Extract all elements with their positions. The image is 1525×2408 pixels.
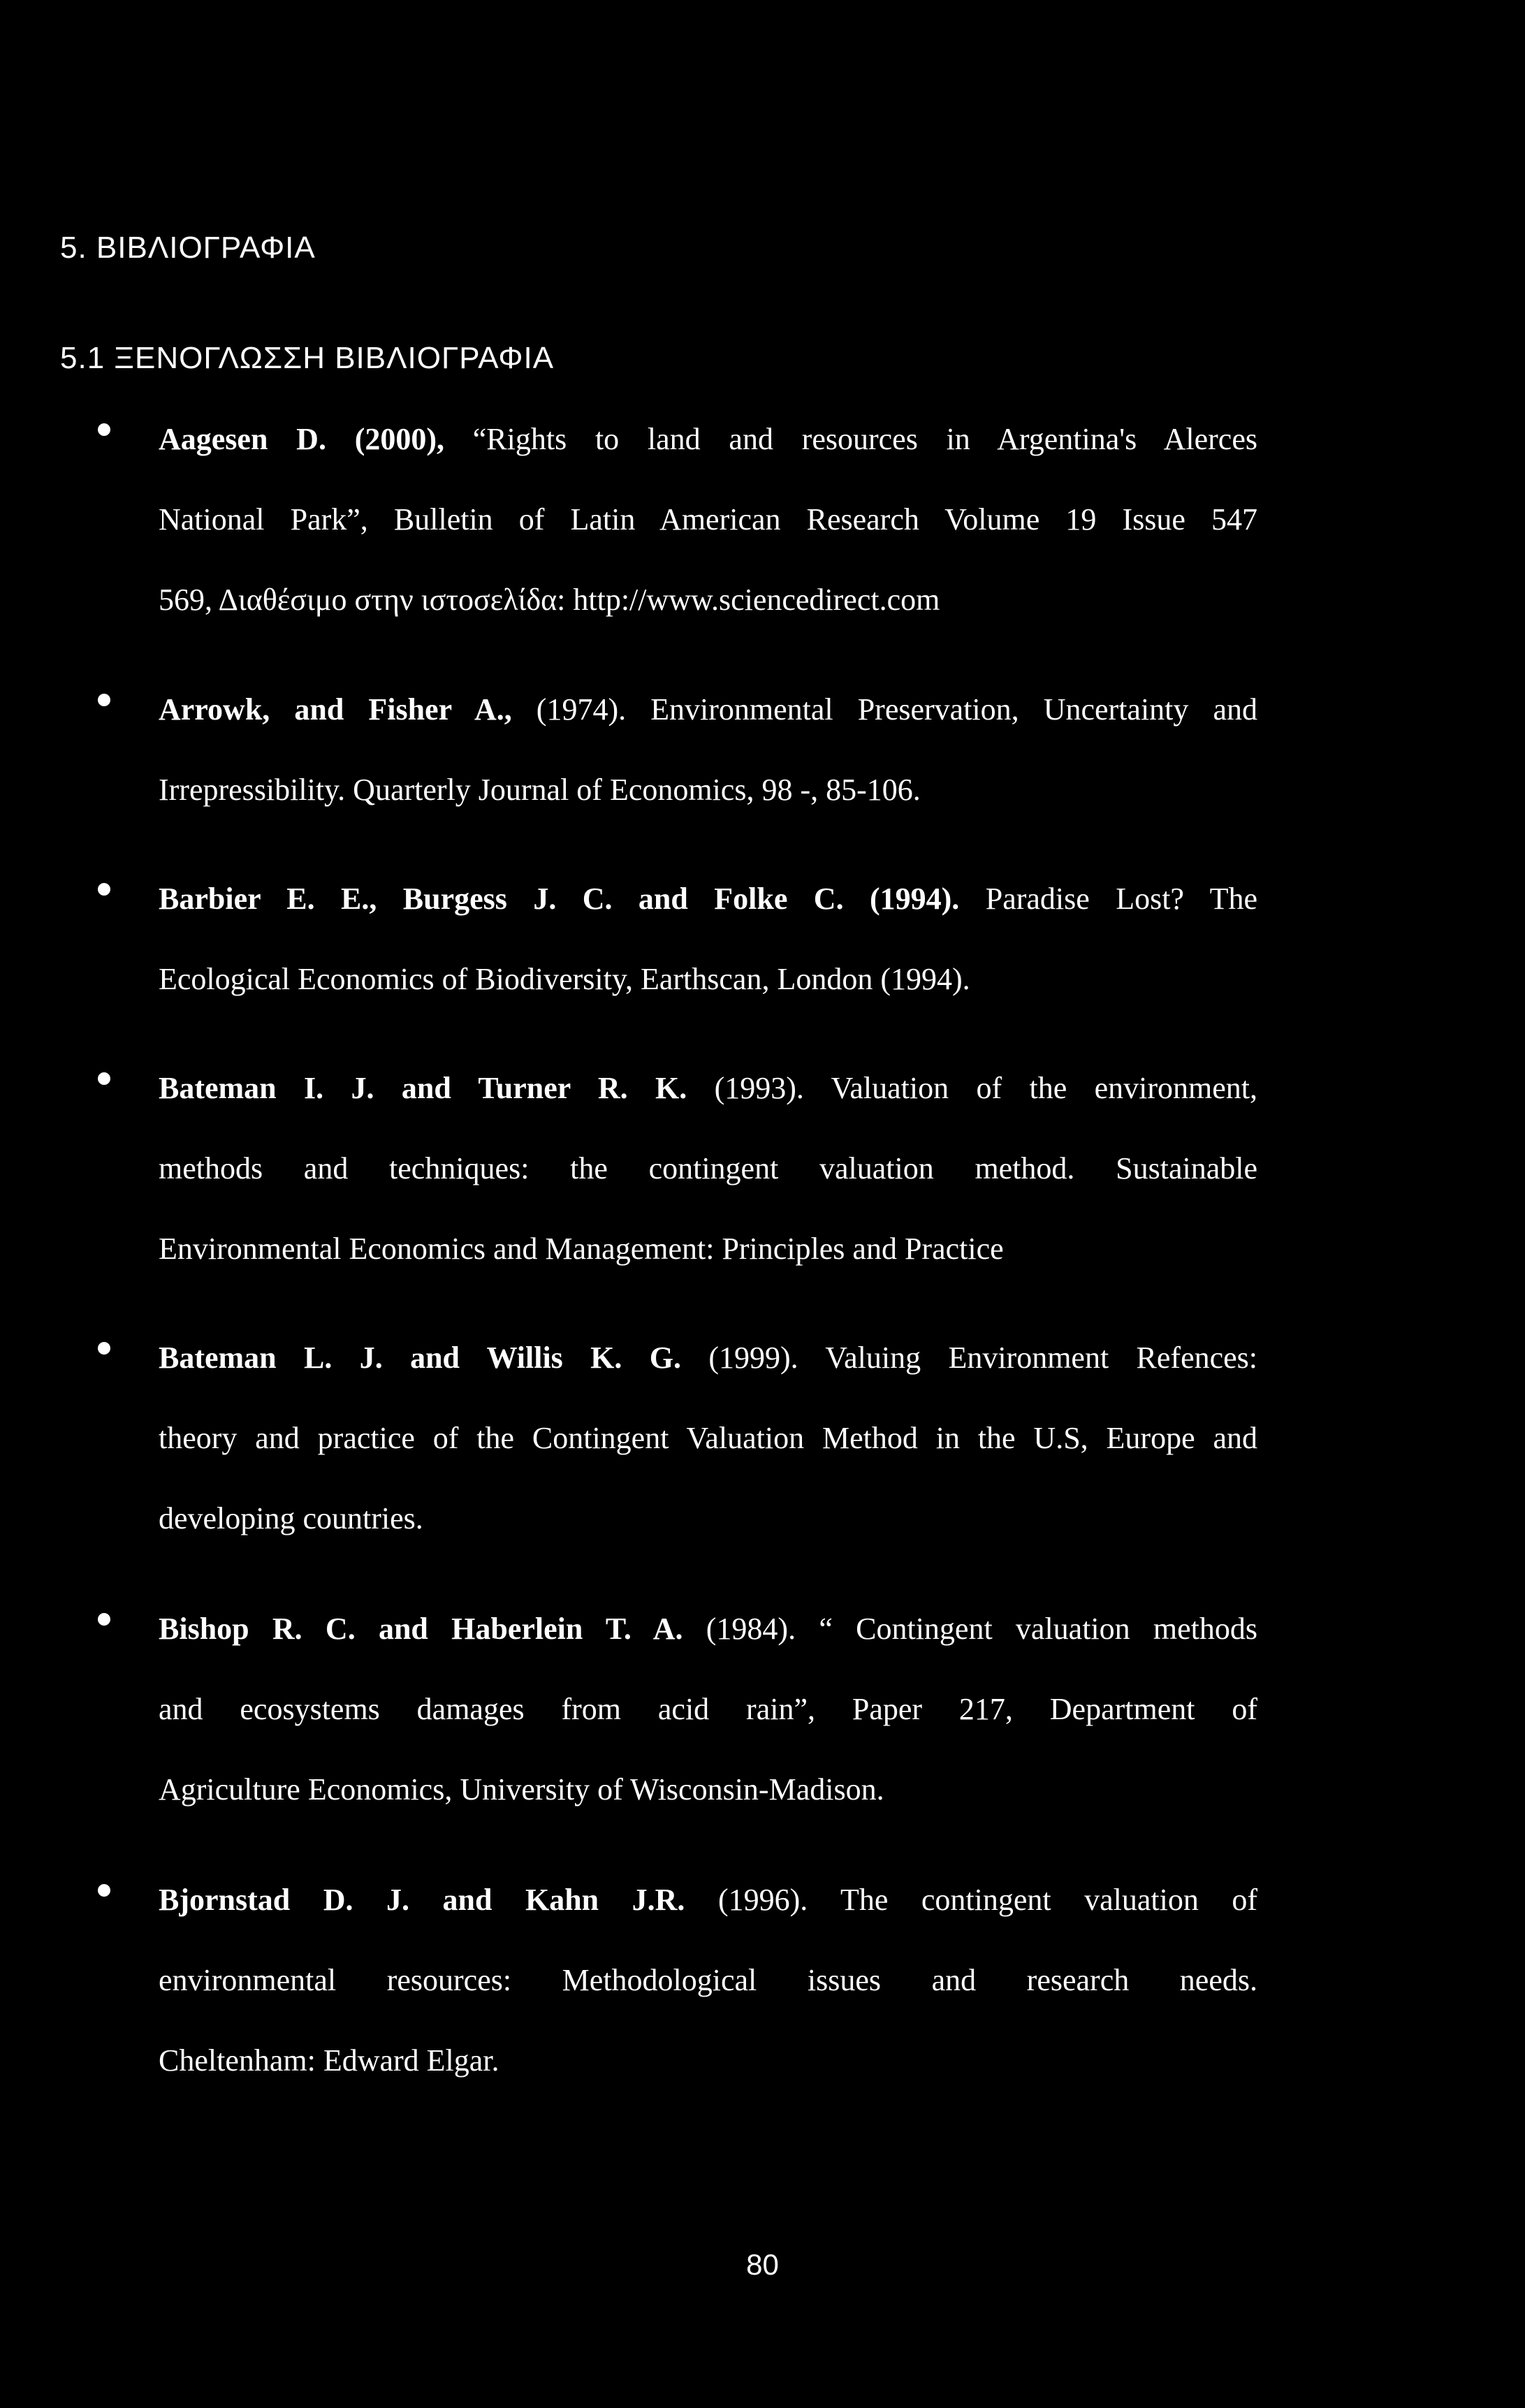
reference-item <box>98 1048 1257 1289</box>
reference-item <box>98 1860 1257 2101</box>
reference-item <box>98 859 1257 1019</box>
reference-line: 569, Διαθέσιμο στην ιστοσελίδα: http://www.sciencedirect.com <box>159 583 940 617</box>
reference-author: Aagesen D. (2000), <box>159 422 444 456</box>
reference-item <box>98 1589 1257 1830</box>
reference-author: Bjornstad D. J. and Kahn J.R. <box>159 1883 685 1917</box>
reference-line <box>159 669 1257 750</box>
reference-line: theory and practice of the Contingent Valuation Method in the U.S, Europe and <box>159 1421 1257 1455</box>
reference-item <box>98 669 1257 830</box>
reference-line <box>159 859 1257 939</box>
reference-line: National Park”, Bulletin of Latin American Research Volume 19 Issue 547 <box>159 502 1257 537</box>
reference-line: Irrepressibility. Quarterly Journal of Economics, 98 -, 85-106. <box>159 773 921 807</box>
bullet-icon <box>98 1613 110 1626</box>
reference-item <box>98 1318 1257 1559</box>
reference-author: Arrowk, and Fisher A., <box>159 692 512 727</box>
reference-text: (1999). Valuing Environment Refences: <box>680 1341 1257 1375</box>
reference-text: (1993). Valuation of the environment, <box>687 1071 1257 1105</box>
reference-text: (1984). “ Contingent valuation methods <box>683 1612 1258 1646</box>
page-number: 80 <box>746 2248 779 2281</box>
reference-line: developing countries. <box>159 1501 423 1535</box>
reference-author: Bateman I. J. and Turner R. K. <box>159 1071 687 1105</box>
reference-line <box>159 1589 1257 1669</box>
bullet-icon <box>98 1884 110 1897</box>
reference-item <box>98 399 1257 640</box>
reference-line: Environmental Economics and Management: Principles and Practice <box>159 1232 1004 1266</box>
reference-line <box>159 1860 1257 1940</box>
bullet-icon <box>98 1072 110 1085</box>
reference-line <box>159 1318 1257 1398</box>
reference-line: Agriculture Economics, University of Wisconsin-Madison. <box>159 1772 884 1807</box>
reference-line <box>159 1048 1257 1128</box>
bullet-icon <box>98 423 110 436</box>
reference-text: (1974). Environmental Preservation, Uncertainty and <box>511 692 1257 727</box>
bullet-icon <box>98 1342 110 1355</box>
bullet-icon <box>98 883 110 896</box>
reference-author: Barbier E. E., Burgess J. C. and Folke C. (1994). <box>159 882 960 916</box>
reference-author: Bishop R. C. and Haberlein T. A. <box>159 1612 683 1646</box>
reference-line: and ecosystems damages from acid rain”, Paper 217, Department of <box>159 1692 1257 1726</box>
section-title: 5. ΒΙΒΛΙΟΓΡΑΦΙΑ <box>60 231 316 265</box>
subsection-title: 5.1 ΞΕΝΟΓΛΩΣΣΗ ΒΙΒΛΙΟΓΡΑΦΙΑ <box>60 341 555 375</box>
reference-author: Bateman L. J. and Willis K. G. <box>159 1341 681 1375</box>
reference-text: “Rights to land and resources in Argentina's Alerces <box>444 422 1257 456</box>
reference-text: (1996). The contingent valuation of <box>685 1883 1257 1917</box>
reference-line: Ecological Economics of Biodiversity, Earthscan, London (1994). <box>159 962 970 996</box>
reference-line: environmental resources: Methodological issues and research needs. <box>159 1963 1257 1997</box>
reference-line: Cheltenham: Edward Elgar. <box>159 2043 499 2078</box>
bullet-icon <box>98 694 110 706</box>
reference-line: methods and techniques: the contingent valuation method. Sustainable <box>159 1151 1257 1185</box>
reference-text: Paradise Lost? The <box>959 882 1257 916</box>
reference-line <box>159 399 1257 479</box>
